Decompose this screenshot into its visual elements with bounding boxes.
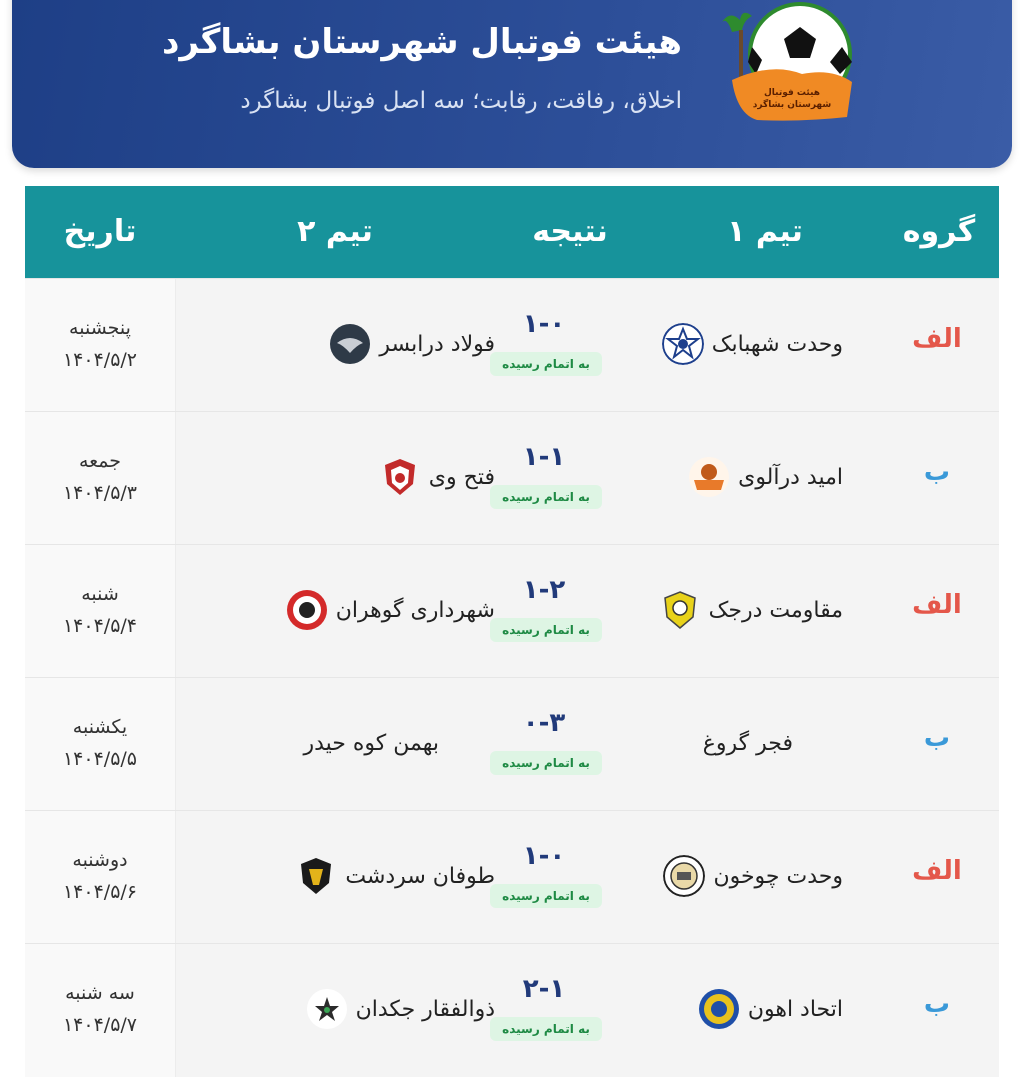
team2-cell[interactable]: [235, 984, 495, 1034]
team1-cell[interactable]: [623, 851, 843, 901]
group-label: الف: [912, 324, 962, 354]
match-day: جمعه: [78, 450, 122, 472]
table-header: [25, 186, 999, 278]
table-row[interactable]: [25, 278, 999, 412]
table-row[interactable]: [25, 810, 999, 944]
table-row[interactable]: [25, 544, 999, 678]
table-row[interactable]: [25, 943, 999, 1077]
match-score: ۱-۰: [522, 309, 566, 339]
column-header-group: گروه: [902, 214, 976, 249]
match-score: ۲-۱: [522, 974, 566, 1004]
logo-text-line1: هیئت فوتبال: [763, 88, 821, 98]
status-badge: به اتمام رسیده: [490, 751, 602, 775]
status-badge: به اتمام رسیده: [490, 352, 602, 376]
team-logo-icon: [659, 589, 701, 631]
date-cell: [25, 678, 176, 811]
team1-name: امید درآلوی: [738, 464, 843, 490]
group-label: ب: [923, 723, 951, 753]
football-board-logo: [712, 2, 862, 127]
team2-name: ذوالفقار جکدان: [355, 996, 495, 1022]
team2-name: طوفان سردشت: [345, 863, 495, 889]
table-row[interactable]: [25, 411, 999, 545]
team-logo-icon: [306, 988, 348, 1030]
team2-cell[interactable]: [235, 452, 495, 502]
header-banner: [12, 0, 1012, 168]
team-logo-icon: [379, 456, 421, 498]
team-logo-icon: [663, 855, 705, 897]
status-badge: به اتمام رسیده: [490, 1017, 602, 1041]
logo-text-line2: شهرستان بشاگرد: [752, 100, 832, 110]
match-date: ۱۴۰۴/۵/۴: [62, 615, 138, 637]
match-day: یکشنبه: [72, 716, 128, 738]
column-header-result: نتیجه: [532, 214, 608, 249]
match-score: ۱-۱: [522, 442, 566, 472]
table-row[interactable]: [25, 677, 999, 811]
group-label: الف: [912, 856, 962, 886]
match-day: پنجشنبه: [69, 317, 131, 339]
date-cell: [25, 811, 176, 944]
team1-name: وحدت شهبابک: [711, 331, 843, 357]
team1-cell[interactable]: [623, 984, 843, 1034]
status-badge: به اتمام رسیده: [490, 485, 602, 509]
match-day: شنبه: [81, 583, 119, 605]
team2-cell[interactable]: [235, 851, 495, 901]
match-score: ۱-۲: [522, 575, 566, 605]
match-day: سه شنبه: [65, 982, 135, 1004]
team1-name: فجر گروغ: [702, 730, 793, 756]
page-title: هیئت فوتبال شهرستان بشاگرد: [162, 22, 682, 62]
status-badge: به اتمام رسیده: [490, 618, 602, 642]
page-subtitle: اخلاق، رفاقت، رقابت؛ سه اصل فوتبال بشاگرد: [240, 88, 682, 114]
team-logo-icon: [329, 323, 371, 365]
status-badge: به اتمام رسیده: [490, 884, 602, 908]
team1-cell[interactable]: [623, 319, 843, 369]
group-label: ب: [923, 457, 951, 487]
team1-cell[interactable]: [623, 452, 843, 502]
matches-table: [25, 186, 999, 1076]
team2-name: فتح وی: [428, 464, 495, 490]
date-cell: [25, 545, 176, 678]
match-score: ۰-۳: [522, 708, 566, 738]
team-logo-icon: [662, 323, 704, 365]
team-logo-icon: [688, 456, 730, 498]
team1-name: مقاومت درجک: [708, 597, 843, 623]
column-header-team1: تیم ۱: [727, 214, 803, 249]
match-date: ۱۴۰۴/۵/۳: [62, 482, 138, 504]
date-cell: [25, 279, 176, 412]
team2-cell[interactable]: [235, 585, 495, 635]
match-day: دوشنبه: [72, 849, 128, 871]
team-logo-icon: [286, 589, 328, 631]
match-date: ۱۴۰۴/۵/۶: [62, 881, 138, 903]
column-header-date: تاریخ: [63, 214, 137, 249]
team2-name: فولاد درابسر: [379, 331, 495, 357]
team2-cell[interactable]: [235, 718, 495, 768]
team1-cell[interactable]: [623, 718, 843, 768]
group-label: الف: [912, 590, 962, 620]
date-cell: [25, 412, 176, 545]
team2-cell[interactable]: [235, 319, 495, 369]
team2-name: بهمن کوه حیدر: [303, 730, 439, 756]
team1-name: اتحاد اهون: [747, 996, 843, 1022]
match-date: ۱۴۰۴/۵/۲: [62, 349, 138, 371]
match-date: ۱۴۰۴/۵/۵: [62, 748, 138, 770]
team-logo-icon: [295, 855, 337, 897]
date-cell: [25, 944, 176, 1077]
column-header-team2: تیم ۲: [297, 214, 373, 249]
group-label: ب: [923, 989, 951, 1019]
team-logo-icon: [698, 988, 740, 1030]
team2-name: شهرداری گوهران: [335, 597, 495, 623]
team1-cell[interactable]: [623, 585, 843, 635]
team1-name: وحدت چوخون: [713, 863, 843, 889]
match-score: ۱-۰: [522, 841, 566, 871]
match-date: ۱۴۰۴/۵/۷: [62, 1014, 138, 1036]
